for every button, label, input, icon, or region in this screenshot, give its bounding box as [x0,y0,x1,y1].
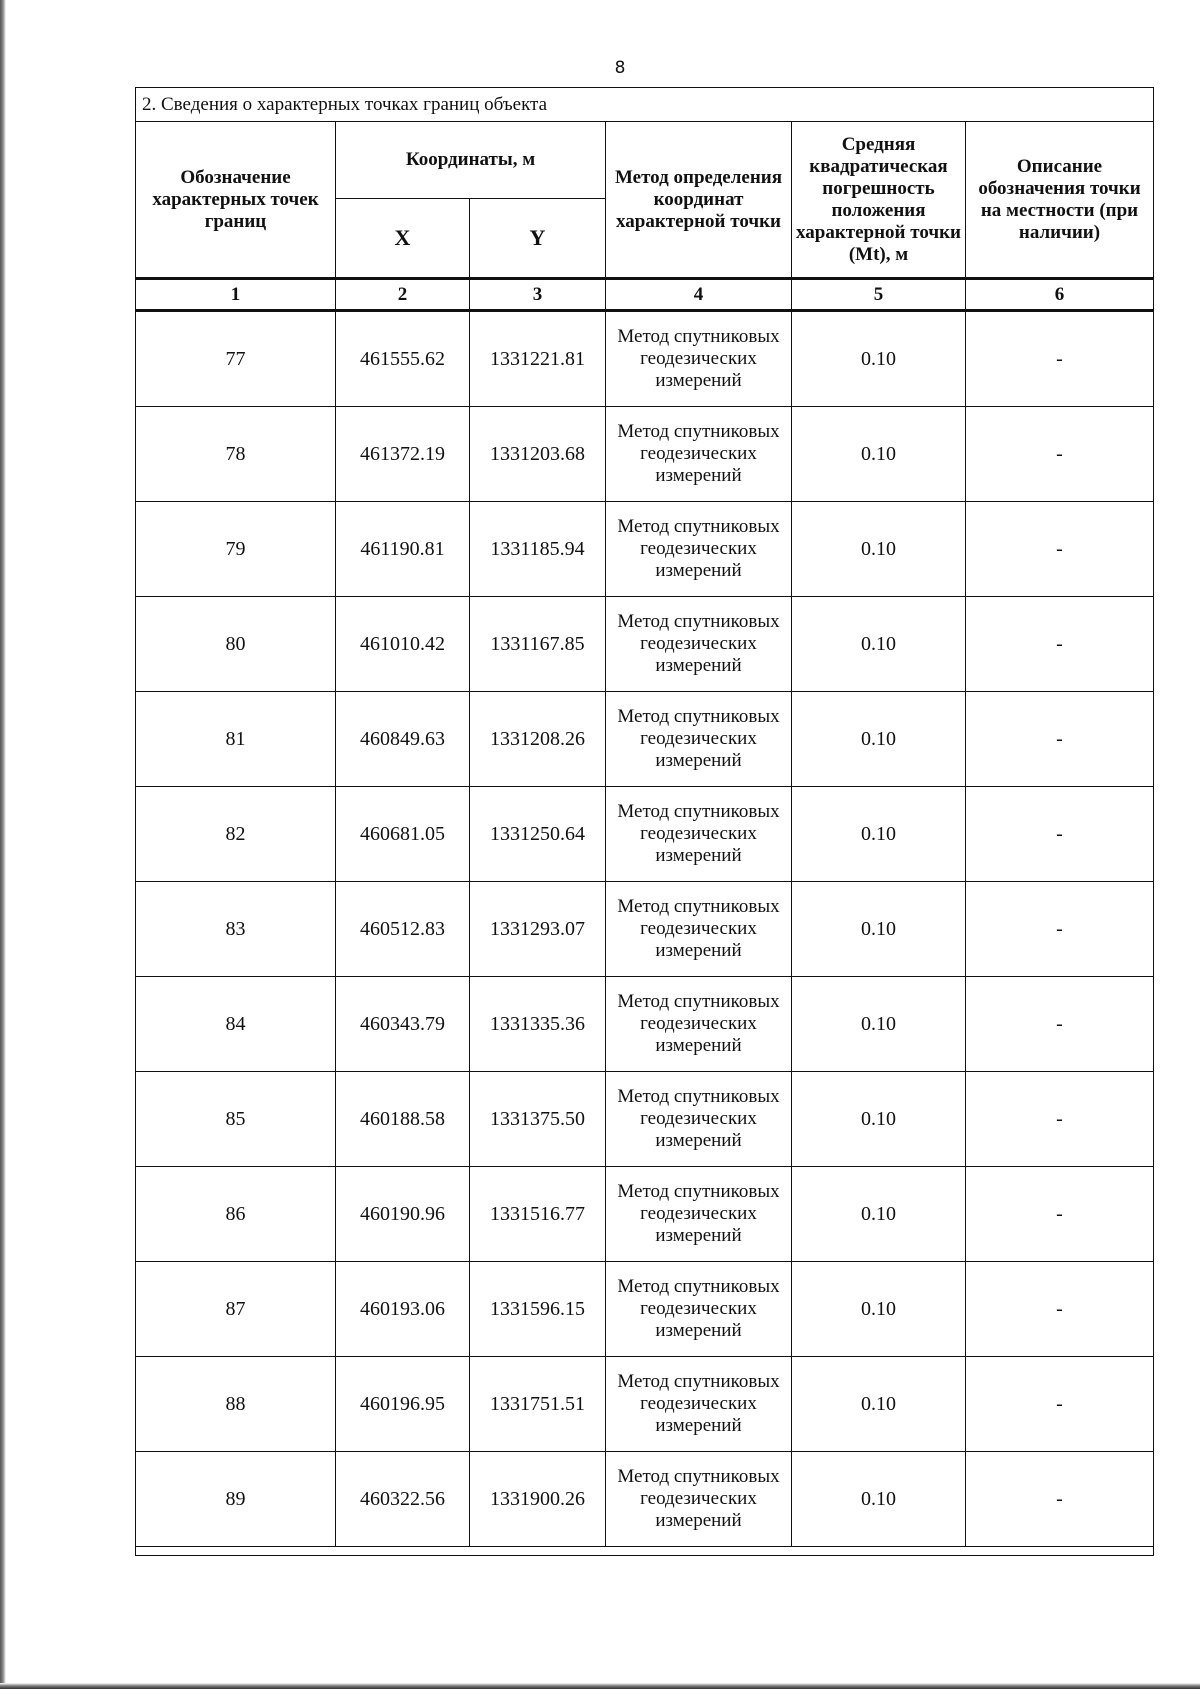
description-cell: - [966,502,1154,597]
error-cell: 0.10 [792,1357,966,1452]
point-id-cell: 81 [136,692,336,787]
description-cell: - [966,977,1154,1072]
x-coordinate-cell: 461190.81 [336,502,470,597]
x-coordinate-cell: 460322.56 [336,1452,470,1547]
column-number: 2 [336,279,470,311]
method-cell: Метод спутниковых геодезических измерений [606,1452,792,1547]
table-row [136,597,1154,692]
y-coordinate-cell: 1331335.36 [470,977,606,1072]
table-row [136,1452,1154,1547]
description-cell: - [966,407,1154,502]
y-coordinate-cell: 1331375.50 [470,1072,606,1167]
point-id-cell: 85 [136,1072,336,1167]
y-coordinate-cell: 1331203.68 [470,407,606,502]
point-id-cell: 80 [136,597,336,692]
method-cell: Метод спутниковых геодезических измерений [606,1167,792,1262]
y-coordinate-cell: 1331596.15 [470,1262,606,1357]
method-cell: Метод спутниковых геодезических измерений [606,977,792,1072]
header-coordinates: Координаты, м [336,122,606,199]
table-tail-cell [136,1547,1154,1556]
table-row [136,1167,1154,1262]
description-cell: - [966,787,1154,882]
error-cell: 0.10 [792,1072,966,1167]
column-number-row [136,279,1154,311]
x-coordinate-cell: 460681.05 [336,787,470,882]
x-coordinate-cell: 460849.63 [336,692,470,787]
column-number: 5 [792,279,966,311]
y-coordinate-cell: 1331250.64 [470,787,606,882]
table-row [136,787,1154,882]
header-row-1 [136,122,1154,199]
point-id-cell: 79 [136,502,336,597]
error-cell: 0.10 [792,787,966,882]
y-coordinate-cell: 1331900.26 [470,1452,606,1547]
point-id-cell: 86 [136,1167,336,1262]
column-number: 3 [470,279,606,311]
table-row [136,1357,1154,1452]
method-cell: Метод спутниковых геодезических измерений [606,502,792,597]
table-row [136,692,1154,787]
method-cell: Метод спутниковых геодезических измерений [606,1357,792,1452]
description-cell: - [966,1072,1154,1167]
method-cell: Метод спутниковых геодезических измерений [606,597,792,692]
method-cell: Метод спутниковых геодезических измерений [606,311,792,407]
page-number: 8 [614,58,626,78]
table-row [136,311,1154,407]
table-row [136,502,1154,597]
error-cell: 0.10 [792,311,966,407]
method-cell: Метод спутниковых геодезических измерений [606,1262,792,1357]
error-cell: 0.10 [792,1452,966,1547]
x-coordinate-cell: 460512.83 [336,882,470,977]
column-number: 1 [136,279,336,311]
table-row [136,977,1154,1072]
error-cell: 0.10 [792,407,966,502]
method-cell: Метод спутниковых геодезических измерений [606,692,792,787]
error-cell: 0.10 [792,502,966,597]
error-cell: 0.10 [792,977,966,1072]
point-id-cell: 83 [136,882,336,977]
error-cell: 0.10 [792,1262,966,1357]
x-coordinate-cell: 461010.42 [336,597,470,692]
x-coordinate-cell: 461555.62 [336,311,470,407]
method-cell: Метод спутниковых геодезических измерений [606,882,792,977]
y-coordinate-cell: 1331221.81 [470,311,606,407]
column-number: 4 [606,279,792,311]
caption-row [136,88,1154,122]
y-coordinate-cell: 1331293.07 [470,882,606,977]
point-id-cell: 78 [136,407,336,502]
header-x: X [336,199,470,279]
x-coordinate-cell: 460196.95 [336,1357,470,1452]
point-id-cell: 82 [136,787,336,882]
point-id-cell: 77 [136,311,336,407]
description-cell: - [966,882,1154,977]
point-id-cell: 84 [136,977,336,1072]
table-tail-row [136,1547,1154,1556]
header-y: Y [470,199,606,279]
y-coordinate-cell: 1331167.85 [470,597,606,692]
x-coordinate-cell: 460190.96 [336,1167,470,1262]
description-cell: - [966,692,1154,787]
method-cell: Метод спутниковых геодезических измерений [606,1072,792,1167]
scan-edge-left [0,0,6,1689]
table-row [136,1262,1154,1357]
table-caption: 2. Сведения о характерных точках границ объекта [136,88,1154,122]
error-cell: 0.10 [792,882,966,977]
boundary-points-table [135,87,1154,1556]
point-id-cell: 89 [136,1452,336,1547]
y-coordinate-cell: 1331208.26 [470,692,606,787]
scan-edge-bottom [0,1683,1200,1689]
x-coordinate-cell: 460193.06 [336,1262,470,1357]
description-cell: - [966,1167,1154,1262]
table-row [136,882,1154,977]
table-row [136,1072,1154,1167]
point-id-cell: 88 [136,1357,336,1452]
method-cell: Метод спутниковых геодезических измерений [606,407,792,502]
header-method: Метод определения координат характерной точки [606,122,792,279]
table-row [136,407,1154,502]
description-cell: - [966,1357,1154,1452]
method-cell: Метод спутниковых геодезических измерений [606,787,792,882]
y-coordinate-cell: 1331751.51 [470,1357,606,1452]
x-coordinate-cell: 460188.58 [336,1072,470,1167]
header-error: Средняя квадратическая погрешность положения характерной точки (Mt), м [792,122,966,279]
description-cell: - [966,1452,1154,1547]
x-coordinate-cell: 460343.79 [336,977,470,1072]
y-coordinate-cell: 1331516.77 [470,1167,606,1262]
y-coordinate-cell: 1331185.94 [470,502,606,597]
description-cell: - [966,597,1154,692]
description-cell: - [966,1262,1154,1357]
x-coordinate-cell: 461372.19 [336,407,470,502]
error-cell: 0.10 [792,597,966,692]
header-designation: Обозначение характерных точек границ [136,122,336,279]
header-description: Описание обозначения точки на местности (при наличии) [966,122,1154,279]
point-id-cell: 87 [136,1262,336,1357]
error-cell: 0.10 [792,692,966,787]
error-cell: 0.10 [792,1167,966,1262]
description-cell: - [966,311,1154,407]
column-number: 6 [966,279,1154,311]
